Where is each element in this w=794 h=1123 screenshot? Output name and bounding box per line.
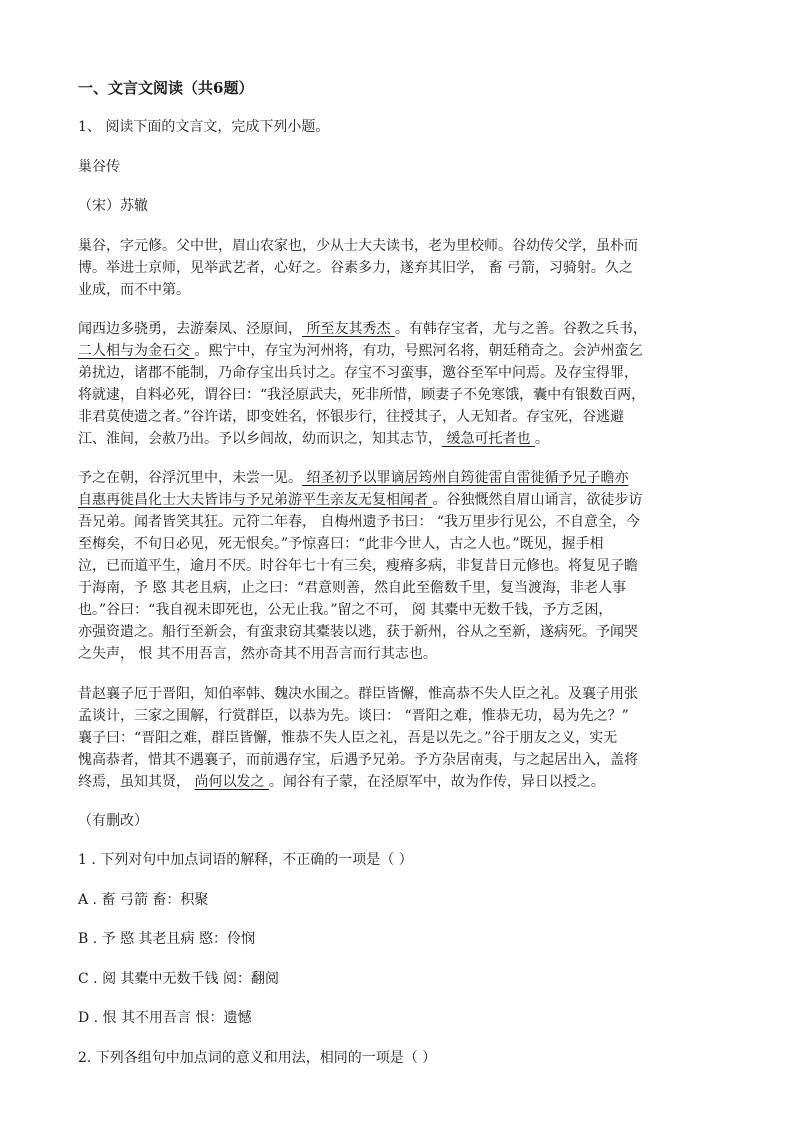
p3-line-5: 泣，已而道平生，逾月不厌。时谷年七十有三矣，瘦瘠多病，非复昔日元修也。将复见子瞻 bbox=[78, 558, 638, 574]
p3-text: 。谷独慨然自眉山诵言，欲徒步访 bbox=[432, 492, 643, 508]
underlined-sentence: 缓急可托者也 bbox=[442, 431, 535, 447]
p1-line-2: 博。举进士京师，见举武艺者，心好之。谷素多力，遂弃其旧学， 畜 弓箭，习骑射。久之 bbox=[78, 260, 633, 276]
underlined-sentence: 绍圣初予以罪谪居筠州自筠徙雷自雷徙循予兄子瞻亦 bbox=[302, 470, 629, 486]
p4-line-3: 襄子曰：“晋阳之难，群臣皆懈，惟恭不失人臣之礼，吾是以先之。”谷于朋友之义，实无 bbox=[78, 730, 618, 746]
subquestion-2-stem: 2. 下列各组句中加点词的意义和用法，相同的一项是（ ） bbox=[78, 1050, 437, 1066]
option-d: D . 恨 其不用吾言 恨：遗憾 bbox=[78, 1010, 252, 1026]
p2-text: 江、淮间，会赦乃出。予以乡闾故，幼而识之，知其志节， bbox=[78, 431, 442, 447]
p3-line-3: 吾兄弟。闻者皆笑其狂。元符二年春， 自梅州遗予书曰： “我万里步行见公，不自意全，今 bbox=[78, 514, 641, 530]
underlined-sentence: 二人相与为金石交 bbox=[78, 343, 195, 359]
section-title: 一、文言文阅读（共6题） bbox=[78, 79, 254, 97]
p3-line-2 bbox=[78, 490, 718, 510]
underlined-sentence: 尚何以发之 bbox=[194, 774, 269, 790]
p3-line-8: 亦强资遣之。船行至新会，有蛮隶窃其橐装以逃，获于新州，谷从之至新，遂病死。予闻哭 bbox=[78, 624, 638, 640]
p1-line-1: 巢谷，字元修。父中世，眉山农家也，少从士大夫读书，老为里校师。谷幼传父学，虽朴而 bbox=[78, 238, 638, 254]
p4-text: 终焉，虽知其贤， bbox=[78, 774, 195, 790]
p2-text: 。有韩存宝者，尤与之善。谷教之兵书， bbox=[394, 321, 647, 337]
p2-line-4: 将就逮，自料必死，谓谷曰：“我泾原武夫，死非所惜，顾妻子不免寒饿，囊中有银数百两， bbox=[78, 387, 646, 403]
p2-text: 闻西边多骁勇，去游秦凤、泾原间， bbox=[78, 321, 302, 337]
p2-text: 。熙宁中，存宝为河州将，有功，号熙河名将，朝廷稍奇之。会泸州蛮乞 bbox=[194, 343, 643, 359]
p3-text: 予之在朝，谷浮沉里中，未尝一见。 bbox=[78, 470, 302, 486]
p1-line-3: 业成，而不中第。 bbox=[78, 282, 190, 298]
p3-line-7: 也。”谷曰：“我自视未即死也，公无止我。”留之不可， 阅 其橐中无数千钱，予方乏困， bbox=[78, 602, 613, 618]
p2-line-1 bbox=[78, 319, 718, 339]
subquestion-1-stem: 1 . 下列对句中加点词语的解释，不正确的一项是（ ） bbox=[78, 852, 413, 868]
underlined-sentence: 自惠再徙昌化士大夫皆讳与予兄弟游平生亲友无复相闻者 bbox=[78, 492, 433, 508]
p3-line-1 bbox=[78, 468, 718, 488]
option-a: A . 畜 弓箭 畜：积聚 bbox=[78, 892, 209, 908]
article-title: 巢谷传 bbox=[78, 159, 120, 175]
article-author: （宋）苏辙 bbox=[78, 198, 148, 214]
p2-line-6 bbox=[78, 429, 718, 449]
p2-text: 。 bbox=[534, 431, 549, 447]
option-b: B . 予 愍 其老且病 愍：伶悯 bbox=[78, 931, 255, 947]
p2-line-5: 非君莫使遗之者。”谷许诺，即变姓名，怀银步行，往授其子，人无知者。存宝死，谷逃避 bbox=[78, 409, 625, 425]
p2-line-3: 弟扰边，诸郡不能制，乃命存宝出兵讨之。存宝不习蛮事，邀谷至军中问焉。及存宝得罪， bbox=[78, 365, 638, 381]
p2-line-2 bbox=[78, 341, 718, 361]
p4-line-5 bbox=[78, 772, 718, 792]
p3-line-6: 于海南，予 愍 其老且病，止之曰：“君意则善，然自此至儋数千里，复当渡海，非老人事 bbox=[78, 580, 627, 596]
edit-note: （有删改） bbox=[78, 813, 148, 829]
p3-line-4: 至梅矣，不旬日必见，死无恨矣。”予惊喜曰：“此非今世人，古之人也。”既见，握手相 bbox=[78, 536, 604, 552]
option-c: C . 阅 其橐中无数千钱 阅：翻阅 bbox=[78, 971, 279, 987]
p3-line-9: 之失声， 恨 其不用吾言，然亦奇其不用吾言而行其志也。 bbox=[78, 646, 437, 662]
p4-line-4: 愧高恭者，惜其不遇襄子，而前遇存宝，后遇予兄弟。予方杂居南夷，与之起居出入，盖将 bbox=[78, 752, 638, 768]
p4-line-1: 昔赵襄子厄于晋阳，知伯率韩、魏决水围之。群臣皆懈，惟高恭不失人臣之礼。及襄子用张 bbox=[78, 686, 638, 702]
p4-line-2: 孟谈计，三家之围解，行赏群臣，以恭为先。谈曰： “晋阳之难，惟恭无功，曷为先之？” bbox=[78, 708, 629, 724]
underlined-sentence: 所至友其秀杰 bbox=[302, 321, 395, 337]
question-1-intro: 1、 阅读下面的文言文，完成下列小题。 bbox=[78, 119, 330, 135]
p4-text: 。闻谷有子蒙，在泾原军中，故为作传，异日以授之。 bbox=[268, 774, 605, 790]
